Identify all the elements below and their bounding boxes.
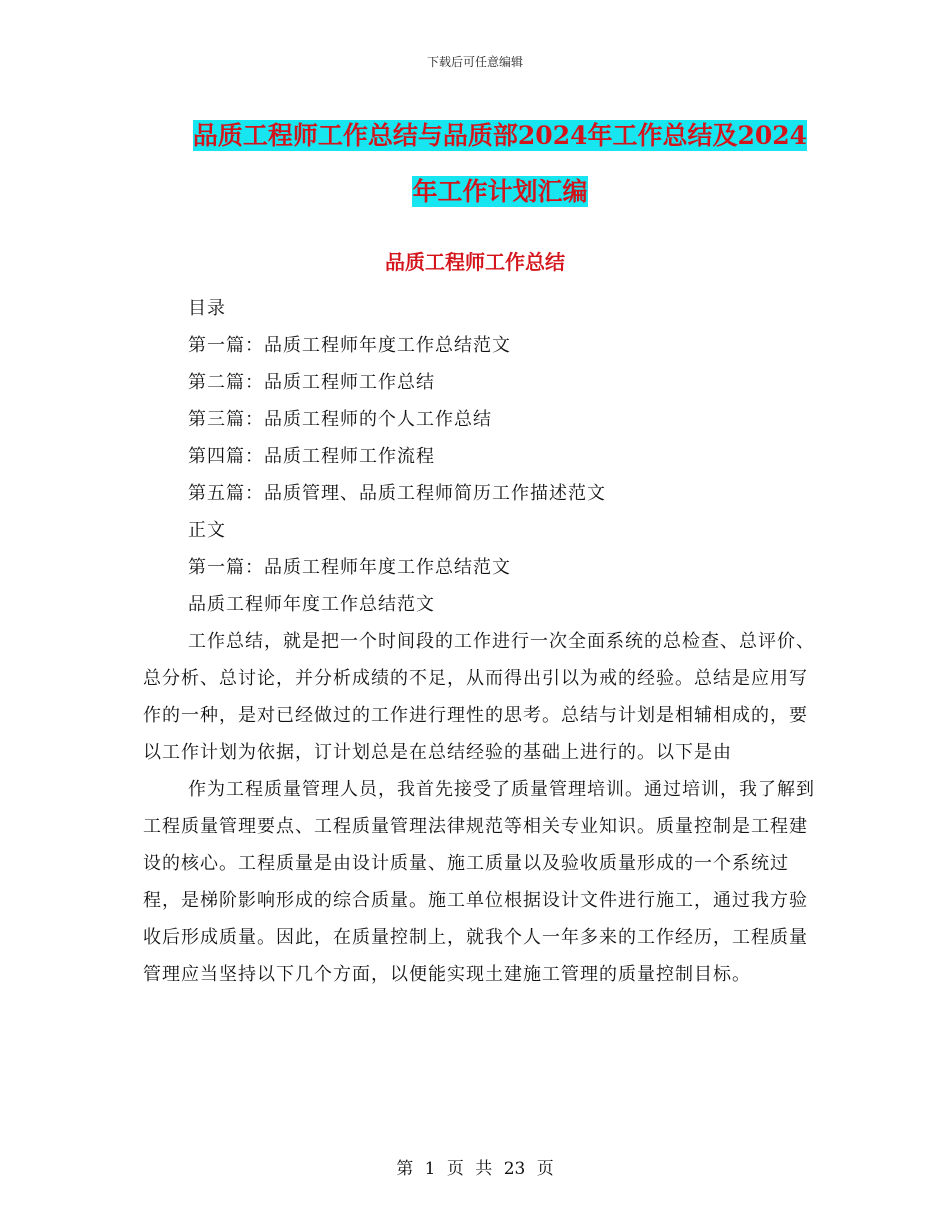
toc-item: 第二篇：品质工程师工作总结 <box>188 372 435 393</box>
chapter-heading: 第一篇：品质工程师年度工作总结范文 <box>188 557 511 578</box>
chapter-subtitle: 品质工程师年度工作总结范文 <box>188 594 435 615</box>
toc-item: 第五篇：品质管理、品质工程师简历工作描述范文 <box>188 483 606 504</box>
section-title: 品质工程师工作总结 <box>385 250 565 274</box>
toc-heading: 目录 <box>188 298 226 319</box>
body-heading: 正文 <box>188 520 226 541</box>
document-body <box>143 290 823 993</box>
toc-item: 第四篇：品质工程师工作流程 <box>188 446 435 467</box>
document-title <box>130 108 870 220</box>
toc-item: 第一篇：品质工程师年度工作总结范文 <box>188 335 511 356</box>
paragraph: 工作总结，就是把一个时间段的工作进行一次全面系统的总检查、总评价、总分析、总讨论，并分析成绩的不足，从而得出引以为戒的经验。总结是应用写作的一种，是对已经做过的工作进行理性的思考。总结与计划是相辅相成的，要以工作计划为依据，订计划总是在总结经验的基础上进行的。以下是由 <box>143 631 815 763</box>
title-line-1: 品质工程师工作总结与品质部2024年工作总结及2024 <box>192 121 808 150</box>
toc-item: 第三篇：品质工程师的个人工作总结 <box>188 409 492 430</box>
page-footer: 第 1 页 共 23 页 <box>396 1159 554 1179</box>
title-line-2: 年工作计划汇编 <box>412 177 588 206</box>
header-note: 下载后可任意编辑 <box>426 55 523 69</box>
paragraph: 作为工程质量管理人员，我首先接受了质量管理培训。通过培训，我了解到工程质量管理要点、工程质量管理法律规范等相关专业知识。质量控制是工程建设的核心。工程质量是由设计质量、施工质量以及验收质量形成的一个系统过程，是梯阶影响形成的综合质量。施工单位根据设计文件进行施工，通过我方验收后形成质量。因此，在质量控制上，就我个人一年多来的工作经历，工程质量管理应当坚持以下几个方面，以便能实现土建施工管理的质量控制目标。 <box>143 779 815 985</box>
